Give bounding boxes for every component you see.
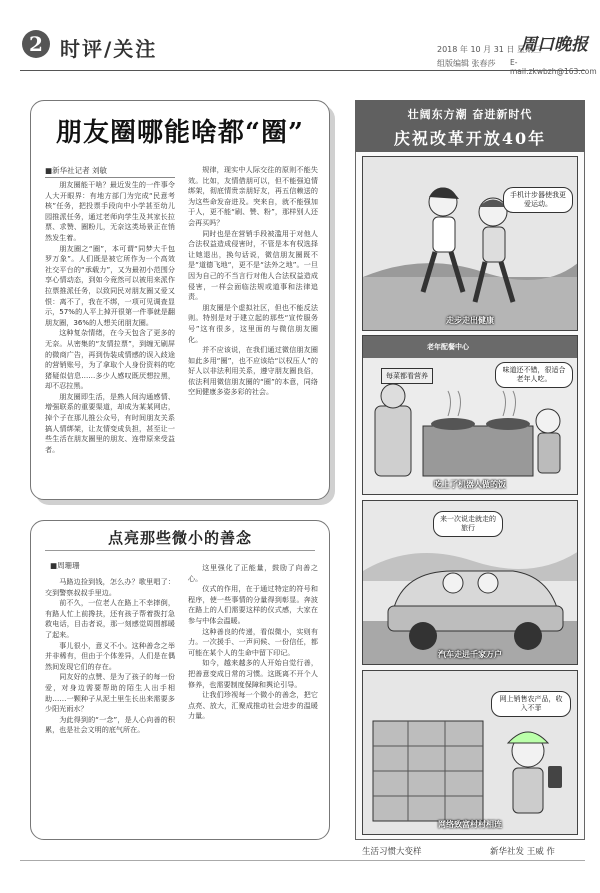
cartoon-banner — [355, 100, 585, 152]
banner-title: 庆祝改革开放40年 — [393, 129, 547, 148]
cartoon-panel-walking — [362, 156, 578, 331]
paragraph: 仪式的作用，在于通过特定的符号和程序，使一些事情的分量得到彰显。奔波在路上的人们需要这样的仪式感，大家在参与中体会温暖。 — [188, 584, 318, 625]
speech-bubble: 来一次说走就走的旅行 — [433, 511, 503, 537]
panel-caption: 吃上了机器人做的饭 — [434, 480, 506, 489]
robot-kitchen-illustration — [363, 336, 578, 495]
paragraph: 这里强化了正能量，鼓励了向善之心。 — [188, 563, 318, 583]
paragraph: 这种善良的传递，看似微小，实则有力。一次援手、一声问候、一份信任，都可能在某个人的生命中留下印记。 — [188, 626, 318, 657]
paragraph: 这种复杂情绪，在今天包含了更多的无奈。从密集的“友情拉票”，到缠无刷屏的微商广告，再到伪装成情感的误入歧途的营销账号，为了拿取个人身份资料的吃猪疑似信息……多少人感叹既厌想拉黑，却不忍拉黑。 — [45, 328, 175, 391]
cartoon-series-title: 生活习惯大变样 — [362, 847, 422, 857]
page-header — [0, 0, 600, 76]
article-headline: 点亮那些微小的善念 — [107, 529, 252, 547]
paragraph: 朋友圈能干啥？最近发生的一件事令人大开眼界：有地方部门为完成“民意考核”任务，把投票手段向中小学甚至幼儿园推派任务，通过老师向学生及其家长拉票、求赞、圈粉儿，无奈这类场景正在悄然发生着。 — [45, 180, 175, 242]
cartoon-credit: 新华社发 王威 作 — [490, 847, 555, 857]
paragraph: 让我们珍视每一个微小的善念，把它点亮、放大，汇聚成推动社会进步的温暖力量。 — [188, 690, 318, 721]
paragraph: 朋友圈之“圈”，本可谓“同梦大千包罗万象”。人们既是被它所作为一个高效社交平台的“承载力”，又为最初小范围分享心情动态，到如今竟然可以被用来派作拉票推派任务，以致同民对朋友圈又爱又恨：离不了，我在不绑，一项可见调查显示，57%的人平上掉开很第一件事就是翻朋友圈，36%的人想关闭朋友圈。 — [45, 243, 175, 327]
paragraph: 前不久，一位老人在路上不幸摔倒，有路人忙上前搀扶，还有孩子帮着拨打急救电话，目击者说，那一刻感觉周围都暖了起来。 — [45, 598, 175, 639]
section-title: 时评/关注 — [60, 37, 158, 61]
article-headline: 朋友圈哪能啥都“圈” — [56, 118, 304, 148]
paragraph: 为此得到的“一念”，是人心向善的积累，也是社会文明的底气所在。 — [45, 714, 175, 735]
cartoon-panel-car — [362, 500, 578, 665]
footer-divider — [20, 860, 585, 861]
article-column-1 — [45, 180, 175, 490]
banner-subtitle: 壮阔东方潮 奋进新时代 — [407, 108, 533, 121]
speech-bubble: 手机计步器使我更爱运动。 — [503, 187, 573, 213]
panel-caption: 网络致富村村相连 — [438, 820, 502, 829]
speech-bubble: 网上销售农产品，收入不菲 — [491, 691, 571, 717]
paragraph: 同时也是在营销手段被滥用于对他人合法权益造成侵害时，不管是本有权选择让她退出，换句话说，微信朋友圈既不是“道德飞地“，更不是“法外之地”。一旦因为自己的不当言行对他人合法权益造成侵害，一样会面临法规或道事和法律追责。 — [188, 228, 318, 302]
paragraph: 规律，现实中人际交往的原则不能失效。比如，友情借朋可以，但不能强迫情绑架，彻底情贵亲朋好友，再五信赖送的为这些命发奋进及。突来自，就不能强加于人，更不能“刷、赞、粉”，那样别人还会再买吗？ — [188, 165, 318, 227]
walking-illustration — [363, 157, 578, 331]
newspaper-logo: 周口晚报 — [520, 35, 588, 55]
editor-email: E-mail:zkwbzh@163.com — [510, 58, 597, 76]
issue-date: 2018 年 10 月 31 日 星期三 — [437, 45, 541, 54]
article-byline: ■新华社记者 刘敏 — [45, 165, 175, 178]
paragraph: 事儿很小，意义不小。这种善念之举并非稀有，但由于个体差异，人们是在偶然间发现它们的存在。 — [45, 640, 175, 671]
article-column-2 — [188, 563, 318, 835]
headline-divider — [45, 550, 315, 551]
page-number: 2 — [22, 30, 50, 58]
editor-credit: 组版编辑 张春莎 — [437, 59, 496, 68]
panel-caption: 走步走出健康 — [446, 316, 494, 325]
article-column-1 — [45, 577, 175, 835]
menu-card: 每菜都看营养 — [381, 368, 433, 384]
header-divider — [20, 70, 585, 71]
cartoon-panel-robot-kitchen — [362, 335, 578, 495]
paragraph: 马路边捡到钱，怎么办？歌里唱了：交到警察叔叔手里边。 — [45, 577, 175, 597]
paragraph: 朋友圈即生活，是熟人间沟通感情、增强联系的重要渠道，却成为某某网店，掉个子在那儿推公众号，有时间朋友关系搞人情绑架，让友情变成负担，甚至让一些生活在朋友圈里的朋友、连带原来受益者。 — [45, 391, 175, 454]
paragraph: 如今，越来越多的人开始自觉行善，把善意变成日常的习惯。这既离不开个人修养，也需要制度保障和舆论引导。 — [188, 658, 318, 689]
paragraph: 并不应该说，在我们通过微信朋友圈如此多用“圈”，也不应该给“以权压人”的好人以非法利用关系，遵守朋友圈良俗，依法利用微信朋友圈的“圈”的本意，同络空间健康多姿多彩的社会。 — [188, 345, 318, 397]
paragraph: 同友好的点赞、是为了孩子的每一份爱，对身边需要帮助的陌生人出手相助……一颗种子从泥土里生长出来需要多少阳光雨水？ — [45, 672, 175, 714]
speech-bubble: 味道还不错，很适合老年人吃。 — [495, 362, 573, 388]
article-column-2 — [188, 165, 318, 490]
panel-caption: 汽车走进千家万户 — [438, 650, 502, 659]
kitchen-sign: 老年配餐中心 — [423, 340, 473, 354]
article-byline: ■周珊珊 — [50, 561, 80, 570]
cartoon-panel-online-sales — [362, 670, 578, 835]
paragraph: 朋友圈是个虚拟社区，但也不能反法则。特别是对于建立起的那些“宣传服务号”这有很多，这里面的与微信朋友圈化。 — [188, 302, 318, 344]
